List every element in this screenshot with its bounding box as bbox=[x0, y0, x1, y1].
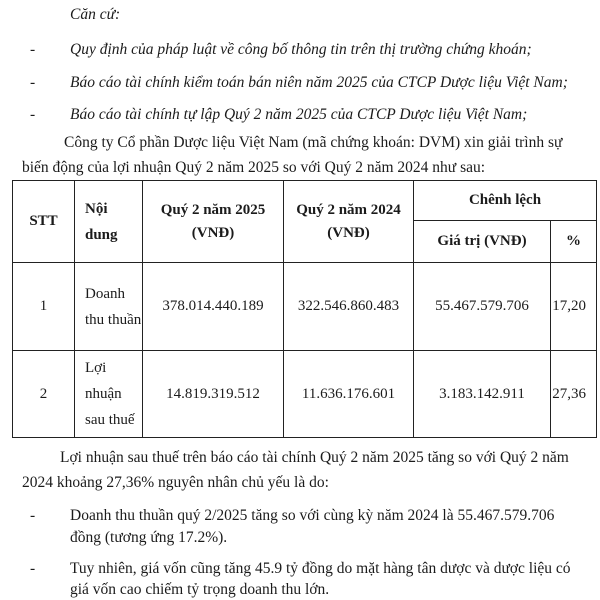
row-noi-dung: Doanh thu thuần bbox=[75, 263, 143, 351]
row-percent: 17,20 bbox=[551, 263, 597, 351]
row-q2-2024: 11.636.176.601 bbox=[284, 351, 414, 438]
header-q2-2025 bbox=[143, 181, 284, 263]
bullet-dash: - bbox=[30, 507, 36, 524]
can-cu-heading: Căn cứ: bbox=[70, 6, 121, 23]
row-q2-2024: 322.546.860.483 bbox=[284, 263, 414, 351]
basis-item: Báo cáo tài chính tự lập Quý 2 năm 2025 của CTCP Dược liệu Việt Nam; bbox=[70, 106, 528, 123]
row-q2-2025: 378.014.440.189 bbox=[143, 263, 284, 351]
header-noi-dung: Nội dung bbox=[75, 181, 143, 263]
table-row bbox=[13, 263, 597, 351]
reason-line: Tuy nhiên, giá vốn cũng tăng 45.9 tỷ đồng do mặt hàng tân dược và dược liệu có bbox=[70, 560, 571, 577]
intro-line-2: biến động của lợi nhuận Quý 2 năm 2025 so với Quý 2 năm 2024 như sau: bbox=[22, 159, 486, 176]
reason-line: Doanh thu thuần quý 2/2025 tăng so với cùng kỳ năm 2024 là 55.467.579.706 bbox=[70, 507, 555, 524]
header-q2-2024-title: Quý 2 năm 2024 bbox=[296, 201, 401, 218]
header-gia-tri: Giá trị (VNĐ) bbox=[414, 221, 551, 263]
header-stt: STT bbox=[13, 181, 75, 263]
header-q2-2024 bbox=[284, 181, 414, 263]
header-q2-2025-unit: (VNĐ) bbox=[191, 224, 235, 241]
bullet-dash: - bbox=[30, 560, 36, 577]
row-gia-tri: 3.183.142.911 bbox=[414, 351, 551, 438]
row-percent: 27,36 bbox=[551, 351, 597, 438]
table-header-row bbox=[13, 181, 597, 221]
header-chenh-lech: Chênh lệch bbox=[414, 181, 597, 221]
conclusion-line-1: Lợi nhuận sau thuế trên báo cáo tài chính Quý 2 năm 2025 tăng so với Quý 2 năm bbox=[60, 449, 569, 466]
profit-table bbox=[12, 180, 597, 438]
basis-item: Quy định của pháp luật về công bố thông tin trên thị trường chứng khoán; bbox=[70, 41, 532, 58]
bullet-dash: - bbox=[30, 41, 36, 58]
header-q2-2025-title: Quý 2 năm 2025 bbox=[160, 201, 266, 218]
reason-line: giá vốn cao chiếm tỷ trọng doanh thu lớn. bbox=[70, 581, 330, 598]
table-row bbox=[13, 351, 597, 438]
row-q2-2025: 14.819.319.512 bbox=[143, 351, 284, 438]
header-percent: % bbox=[551, 221, 597, 263]
intro-line-1: Công ty Cổ phần Dược liệu Việt Nam (mã chứng khoán: DVM) xin giải trình sự bbox=[64, 134, 563, 151]
row-stt: 2 bbox=[13, 351, 75, 438]
reason-line: đồng (tương ứng 17.2%). bbox=[70, 529, 228, 546]
row-gia-tri: 55.467.579.706 bbox=[414, 263, 551, 351]
header-q2-2024-unit: (VNĐ) bbox=[327, 224, 370, 241]
row-stt: 1 bbox=[13, 263, 75, 351]
row-noi-dung: Lợi nhuận sau thuế bbox=[75, 351, 143, 438]
conclusion-line-2: 2024 khoảng 27,36% nguyên nhân chủ yếu là do: bbox=[22, 474, 329, 491]
bullet-dash: - bbox=[30, 74, 36, 91]
basis-item: Báo cáo tài chính kiểm toán bán niên năm 2025 của CTCP Dược liệu Việt Nam; bbox=[70, 74, 568, 91]
bullet-dash: - bbox=[30, 106, 36, 123]
